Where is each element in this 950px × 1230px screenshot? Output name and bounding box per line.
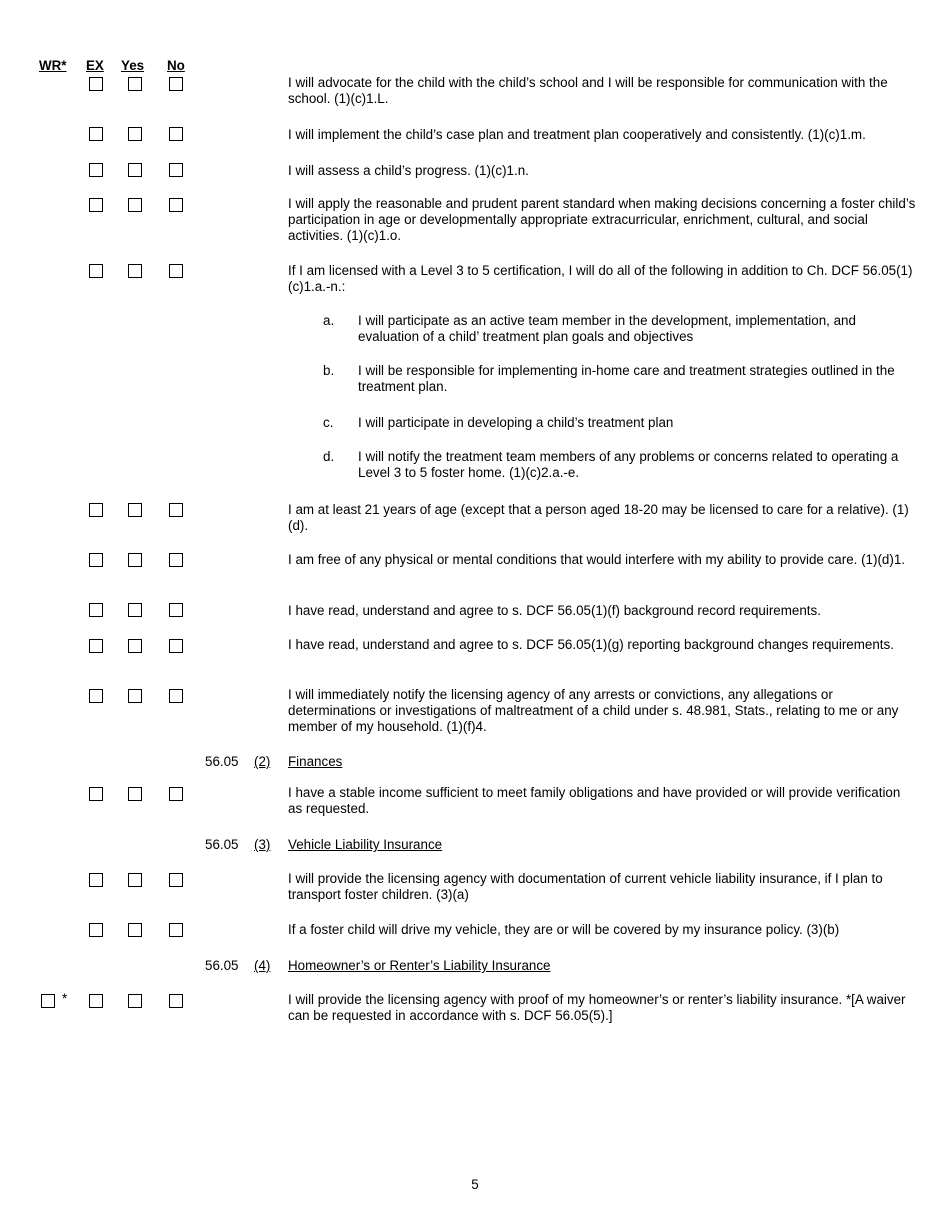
no-checkbox[interactable] [169, 503, 183, 517]
yes-checkbox[interactable] [128, 689, 142, 703]
no-checkbox[interactable] [169, 639, 183, 653]
no-checkbox[interactable] [169, 198, 183, 212]
subitem-text: I will participate as an active team member in the development, implementation, and evaluation of a child’ treatment plan goals and objectives [358, 313, 856, 344]
yes-checkbox[interactable] [128, 787, 142, 801]
requirement-text: I have a stable income sufficient to meet family obligations and have provided or will provide verification as requested. [288, 785, 901, 816]
no-checkbox[interactable] [169, 127, 183, 141]
no-checkbox[interactable] [169, 77, 183, 91]
yes-checkbox[interactable] [128, 77, 142, 91]
requirement-text: I have read, understand and agree to s. DCF 56.05(1)(f) background record requirements. [288, 603, 821, 618]
yes-checkbox[interactable] [128, 873, 142, 887]
header-yes: Yes [121, 58, 145, 73]
requirement-text: I will immediately notify the licensing agency of any arrests or convictions, any allegations or determinations or investigations of maltreatment of a child under s. 48.981, Stats., relating to me or any member of my household. (1)(f)4. [288, 687, 899, 734]
header-no: No [167, 58, 185, 73]
ex-checkbox[interactable] [89, 198, 103, 212]
subitem-letter: b. [323, 363, 335, 378]
yes-checkbox[interactable] [128, 503, 142, 517]
ex-checkbox[interactable] [89, 923, 103, 937]
subitem-text: I will be responsible for implementing in-home care and treatment strategies outlined in the treatment plan. [358, 363, 895, 394]
requirement-text: I will implement the child’s case plan and treatment plan cooperatively and consistently. (1)(c)1.m. [288, 127, 866, 142]
yes-checkbox[interactable] [128, 603, 142, 617]
requirement-text: I will assess a child’s progress. (1)(c)1.n. [288, 163, 529, 178]
no-checkbox[interactable] [169, 553, 183, 567]
ex-checkbox[interactable] [89, 553, 103, 567]
header-ex: EX [86, 58, 104, 73]
page-number: 5 [471, 1177, 479, 1192]
yes-checkbox[interactable] [128, 127, 142, 141]
header-wr: WR* [39, 58, 67, 73]
section-title-homeowner: Homeowner’s or Renter’s Liability Insurance [288, 958, 551, 973]
requirement-text: If a foster child will drive my vehicle, they are or will be covered by my insurance policy. (3)(b) [288, 922, 840, 937]
no-checkbox[interactable] [169, 994, 183, 1008]
requirement-text: I am at least 21 years of age (except that a person aged 18-20 may be licensed to care for a relative). (1)(d). [288, 502, 909, 533]
ex-checkbox[interactable] [89, 163, 103, 177]
no-checkbox[interactable] [169, 264, 183, 278]
no-checkbox[interactable] [169, 163, 183, 177]
section-number: 56.05 [205, 958, 239, 973]
ex-checkbox[interactable] [89, 873, 103, 887]
ex-checkbox[interactable] [89, 689, 103, 703]
ex-checkbox[interactable] [89, 994, 103, 1008]
yes-checkbox[interactable] [128, 639, 142, 653]
wr-checkbox[interactable] [41, 994, 55, 1008]
subitem-letter: a. [323, 313, 335, 328]
subitem-letter: d. [323, 449, 335, 464]
section-number: 56.05 [205, 754, 239, 769]
no-checkbox[interactable] [169, 787, 183, 801]
ex-checkbox[interactable] [89, 639, 103, 653]
no-checkbox[interactable] [169, 603, 183, 617]
no-checkbox[interactable] [169, 689, 183, 703]
yes-checkbox[interactable] [128, 994, 142, 1008]
subitem-letter: c. [323, 415, 334, 430]
no-checkbox[interactable] [169, 873, 183, 887]
no-checkbox[interactable] [169, 923, 183, 937]
waiver-asterisk: * [62, 991, 68, 1006]
ex-checkbox[interactable] [89, 787, 103, 801]
requirement-text: I will advocate for the child with the child’s school and I will be responsible for communication with the school. (1)(c)1.L. [288, 75, 888, 106]
ex-checkbox[interactable] [89, 127, 103, 141]
section-title-finances: Finances [288, 754, 343, 769]
section-paragraph: (3) [254, 837, 271, 852]
ex-checkbox[interactable] [89, 264, 103, 278]
yes-checkbox[interactable] [128, 163, 142, 177]
subitem-text: I will notify the treatment team members of any problems or concerns related to operating a Level 3 to 5 foster home. (1)(c)2.a.-e. [358, 449, 899, 480]
requirement-text: I will apply the reasonable and prudent parent standard when making decisions concerning a foster child’s participation in age or developmentally appropriate extracurricular, enrichment, cultural, and social activities. (1)(c)1.o. [288, 196, 916, 243]
section-paragraph: (4) [254, 958, 271, 973]
requirement-text: I am free of any physical or mental conditions that would interfere with my ability to provide care. (1)(d)1. [288, 552, 905, 567]
ex-checkbox[interactable] [89, 603, 103, 617]
requirement-text: If I am licensed with a Level 3 to 5 certification, I will do all of the following in addition to Ch. DCF 56.05(1)(c)1.a.-n.: [288, 263, 913, 294]
requirement-text: I will provide the licensing agency with documentation of current vehicle liability insurance, if I plan to transport foster children. (3)(a) [288, 871, 883, 902]
yes-checkbox[interactable] [128, 264, 142, 278]
requirement-text: I have read, understand and agree to s. DCF 56.05(1)(g) reporting background changes requirements. [288, 637, 894, 652]
yes-checkbox[interactable] [128, 198, 142, 212]
section-title-vehicle: Vehicle Liability Insurance [288, 837, 443, 852]
ex-checkbox[interactable] [89, 503, 103, 517]
section-paragraph: (2) [254, 754, 271, 769]
requirement-text: I will provide the licensing agency with proof of my homeowner’s or renter’s liability insurance. *[A waiver can be requested in accordance with s. DCF 56.05(5).] [288, 992, 906, 1023]
section-number: 56.05 [205, 837, 239, 852]
yes-checkbox[interactable] [128, 553, 142, 567]
ex-checkbox[interactable] [89, 77, 103, 91]
yes-checkbox[interactable] [128, 923, 142, 937]
subitem-text: I will participate in developing a child’s treatment plan [358, 415, 674, 430]
